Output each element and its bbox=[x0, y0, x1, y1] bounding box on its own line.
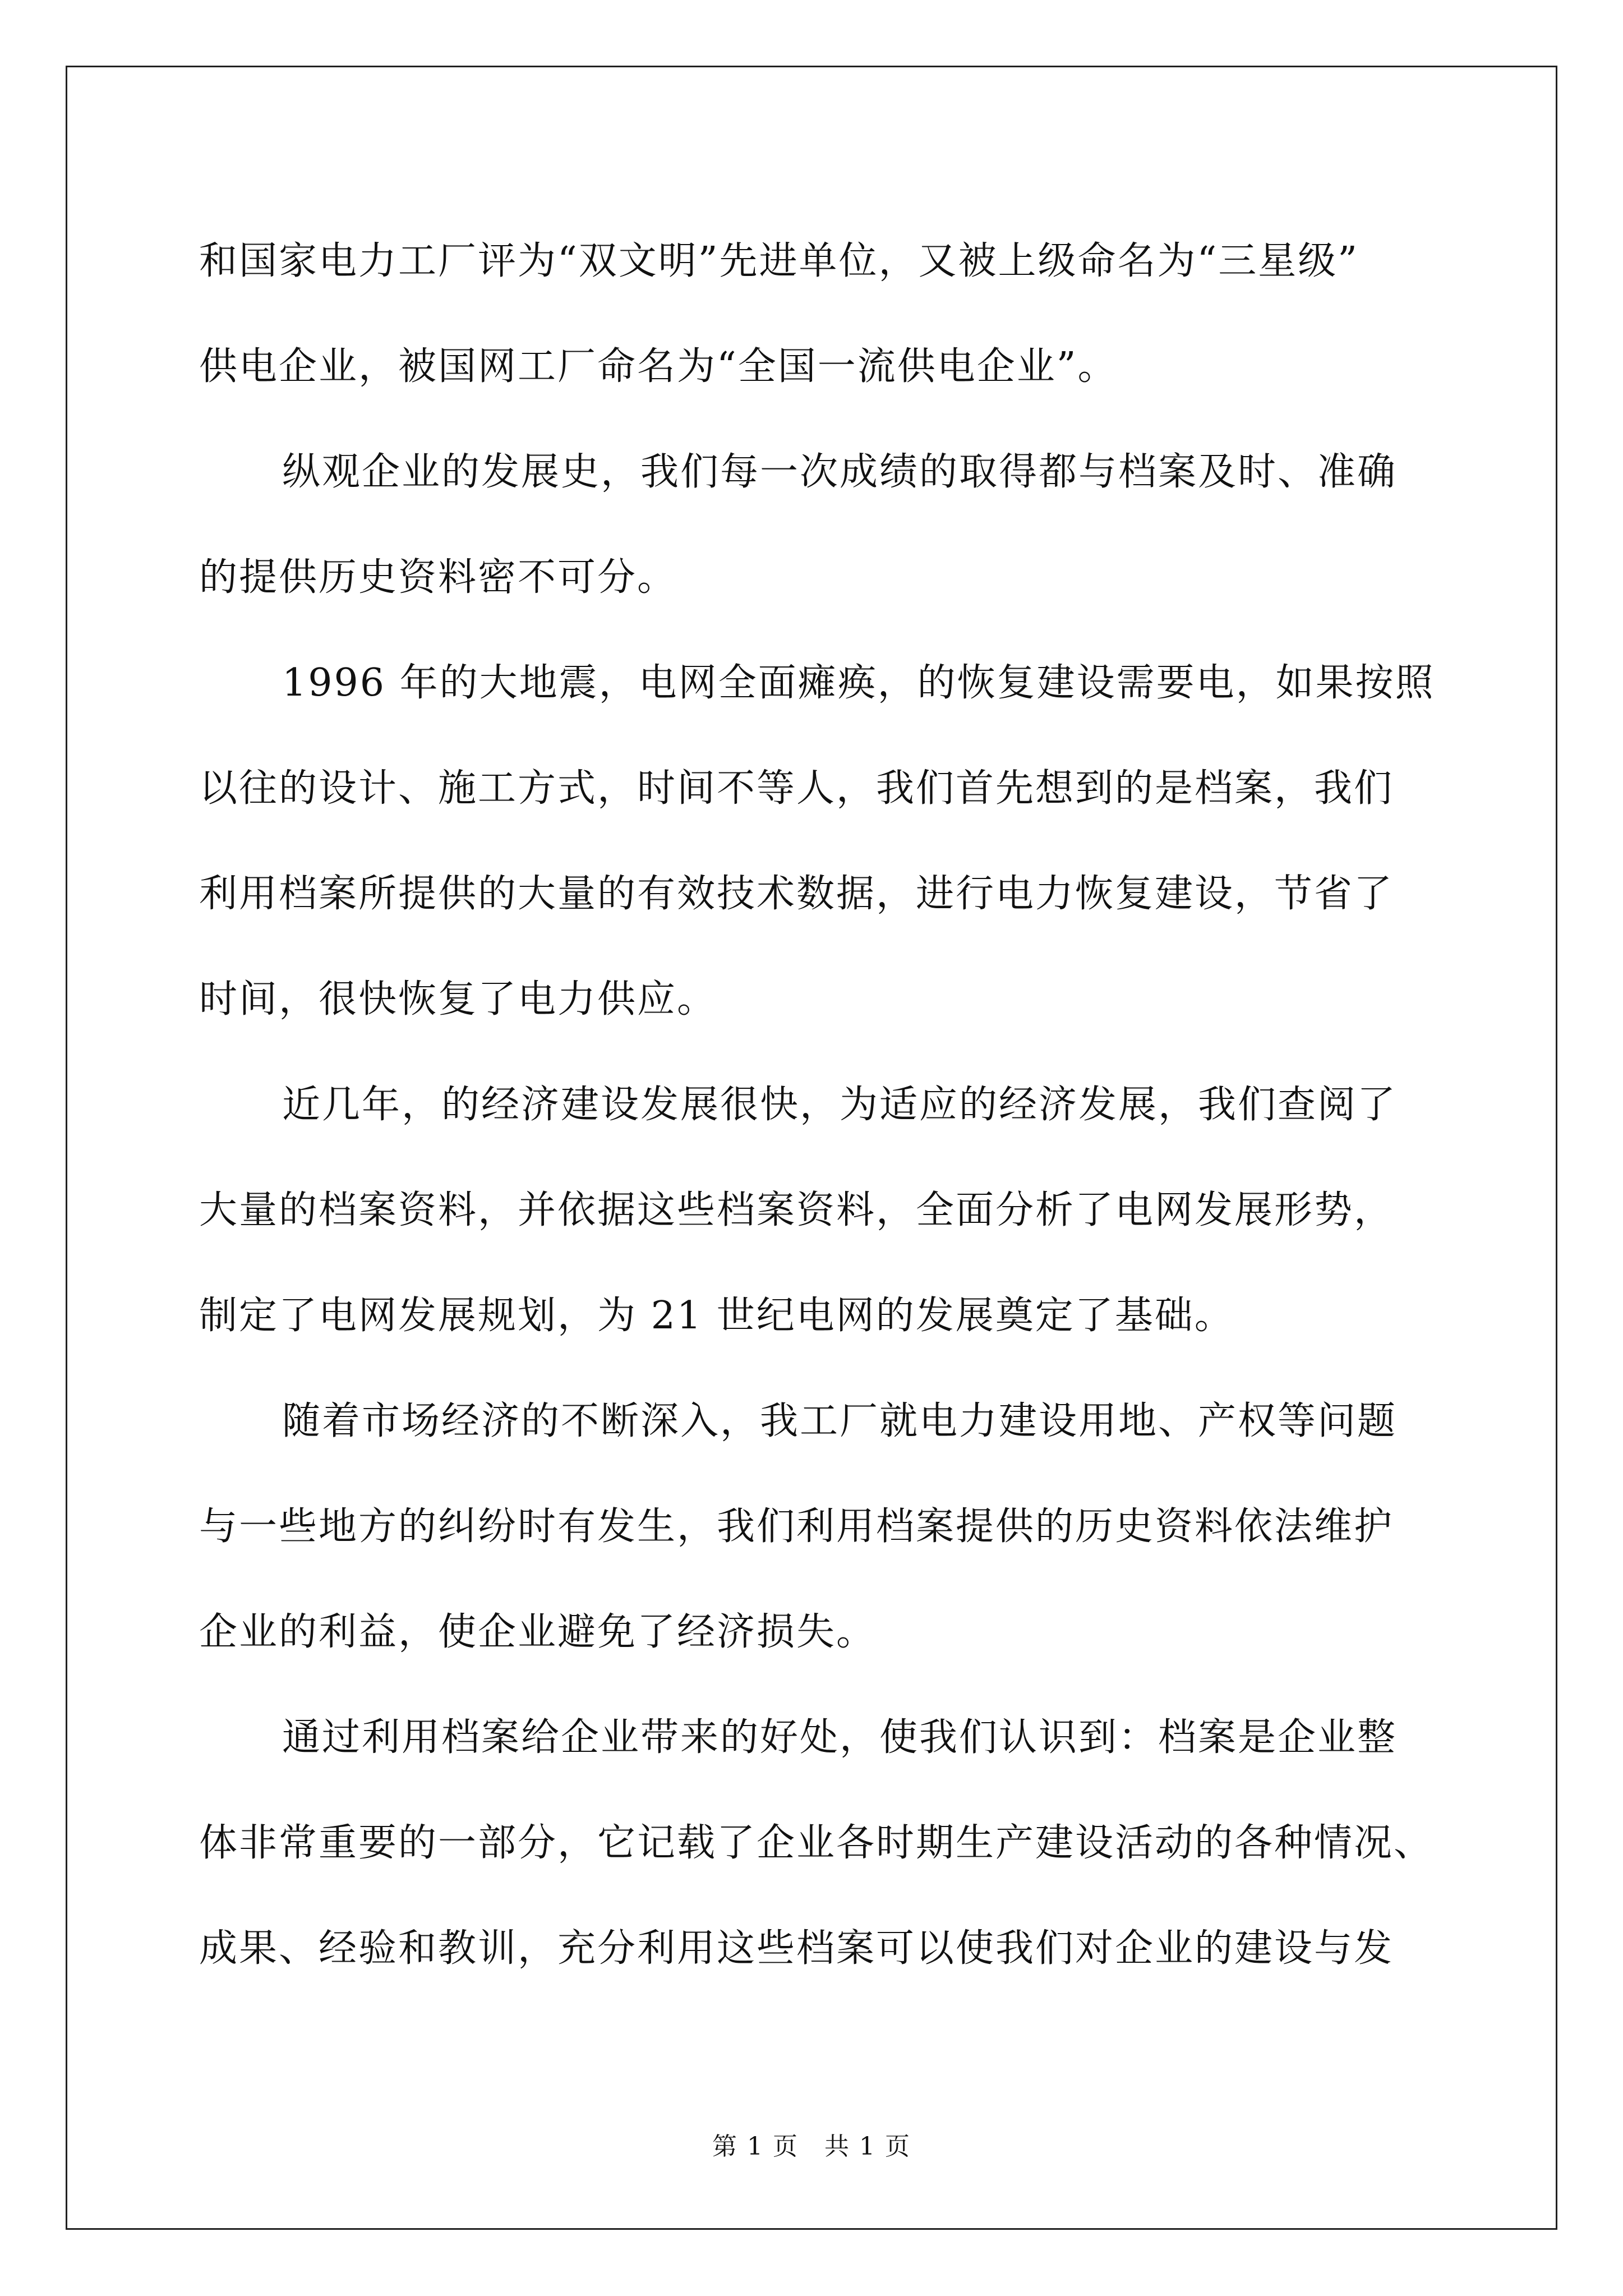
paragraph-first-line: 通过利用档案给企业带来的好处，使我们认识到：档案是企业整 bbox=[282, 1715, 1398, 1760]
text-line: 制定了电网发展规划，为 21 世纪电网的发展奠定了基础。 bbox=[199, 1294, 1234, 1338]
text-line: 体非常重要的一部分，它记载了企业各时期生产建设活动的各种情况、 bbox=[199, 1821, 1434, 1865]
text-line: 利用档案所提供的大量的有效技术数据，进行电力恢复建设，节省了 bbox=[199, 872, 1394, 916]
page-footer: 第 1 页 共 1 页 bbox=[712, 2132, 911, 2161]
paragraph-first-line: 1996 年的大地震，电网全面瘫痪，的恢复建设需要电，如果按照 bbox=[282, 661, 1435, 705]
text-line: 大量的档案资料，并依据这些档案资料，全面分析了电网发展形势， bbox=[199, 1188, 1394, 1232]
paragraph-first-line: 随着市场经济的不断深入，我工厂就电力建设用地、产权等问题 bbox=[282, 1399, 1398, 1443]
text-line: 供电企业，被国网工厂命名为“全国一流供电企业”。 bbox=[199, 344, 1118, 389]
text-line: 时间，很快恢复了电力供应。 bbox=[199, 977, 717, 1022]
text-line: 企业的利益，使企业避免了经济损失。 bbox=[199, 1610, 877, 1654]
paragraph-first-line: 纵观企业的发展史，我们每一次成绩的取得都与档案及时、准确 bbox=[282, 450, 1398, 494]
text-line: 的提供历史资料密不可分。 bbox=[199, 555, 677, 600]
text-line: 和国家电力工厂评为“双文明”先进单位，又被上级命名为“三星级” bbox=[199, 239, 1359, 283]
text-line: 成果、经验和教训，充分利用这些档案可以使我们对企业的建设与发 bbox=[199, 1926, 1394, 1971]
text-line: 以往的设计、施工方式，时间不等人，我们首先想到的是档案，我们 bbox=[199, 766, 1394, 811]
document-body bbox=[199, 209, 1435, 2001]
text-line: 与一些地方的纠纷时有发生，我们利用档案提供的历史资料依法维护 bbox=[199, 1504, 1394, 1549]
paragraph-first-line: 近几年，的经济建设发展很快，为适应的经济发展，我们查阅了 bbox=[282, 1083, 1398, 1127]
